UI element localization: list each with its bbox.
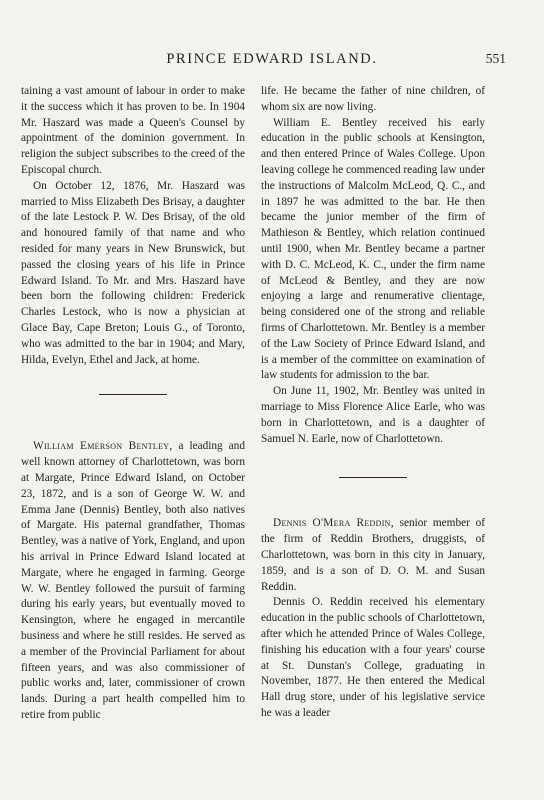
reddin-name: Dennis O'Mera Reddin, [273, 517, 394, 530]
bentley-intro-text: a leading and well known attorney of Charlottetown, was born at Margate, Prince Edward Island, on October 23, 1872, and is a son of George W. W. and Emma Jane (Dennis) Bentley, both also natives of Margate. His paternal grandfather, Thomas Bentley, was a native of York, England, and upon his arrival in Prince Edward Island located at Margate, where he engaged in farming. George W. W. Bentley followed the pursuit of farming during his early years, but eventually moved to Kensington, where he engaged in mercantile business and where he still resides. He served as a member of the Provincial Parliament for about fifteen years, and was also commissioner of public works and, later, commissioner of crown lands. During a part health compelled him to retire from public [21, 440, 245, 721]
right-column [261, 84, 485, 722]
reddin-education-paragraph: Dennis O. Reddin received his elementary education in the public schools of Charlottetown, after which he attended Prince of Wales College, finishing his education with a four years' course at St. Dunstan's College, graduating in November, 1877. He then entered the Medical Hall drug store, under of his legislative service he was a leader [261, 596, 485, 719]
section-divider [339, 477, 407, 478]
left-column [21, 84, 245, 724]
section-divider [99, 394, 167, 395]
haszard-continued-paragraph: taining a vast amount of labour in order to make it the success which it has proven to be. In 1904 Mr. Haszard was made a Queen's Counsel by appointment of the dominion government. In religion the subject subscribes to the creed of the Episcopal church. [21, 85, 245, 176]
bentley-marriage-paragraph: On June 11, 1902, Mr. Bentley was united in marriage to Miss Florence Alice Earle, who was born in Charlottetown, and is a daughter of Samuel N. Earle, now of Charlottetown. [261, 385, 485, 445]
reddin-intro-paragraph [261, 516, 485, 595]
page-number: 551 [485, 51, 506, 66]
running-title: PRINCE EDWARD ISLAND. [166, 51, 378, 67]
bentley-career-paragraph: William E. Bentley received his early education in the public schools at Kensington, and then entered Prince of Wales College. Upon leaving college he commenced reading law under the instructions of Malcolm McLeod, Q. C., and in 1897 he was admitted to the bar. He then became the junior member of the firm of Mathieson & Bentley, which relation continued until 1900, when Mr. Bentley became a partner with D. C. McLeod, K. C., under the firm name of McLeod & Bentley, and they are now enjoying a large and renumerative clientage, being considered one of the strong and reliable firms of Charlottetown. Mr. Bentley is a member of the Law Society of Prince Edward Island, and is a member of the committee on examination of law students for admission to the bar. [261, 116, 485, 382]
bentley-family-paragraph: life. He became the father of nine children, of whom six are now living. [261, 85, 485, 113]
bentley-name: William Emerson Bentley, [33, 440, 173, 453]
haszard-marriage-paragraph: On October 12, 1876, Mr. Haszard was married to Miss Elizabeth Des Brisay, a daughter of the late Lestock P. W. Des Brisay, of the old and honoured family of that name and who resided for many years in New Brunswick, but passed the closing years of his life in Prince Edward Island. To Mr. and Mrs. Haszard have been born the following children: Frederick Charles Lestock, who is now a physician at Glace Bay, Cape Breton; Louis G., of Toronto, who was admitted to the bar in 1904; and Mary, Hilda, Evelyn, Ethel and Jack, at home. [21, 179, 245, 366]
bentley-intro-paragraph [21, 439, 245, 723]
reddin-intro-text: senior member of the firm of Reddin Brothers, druggists, of Charlottetown, was born in this city in January, 1859, and is a son of D. O. M. and Susan Reddin. [261, 517, 485, 593]
